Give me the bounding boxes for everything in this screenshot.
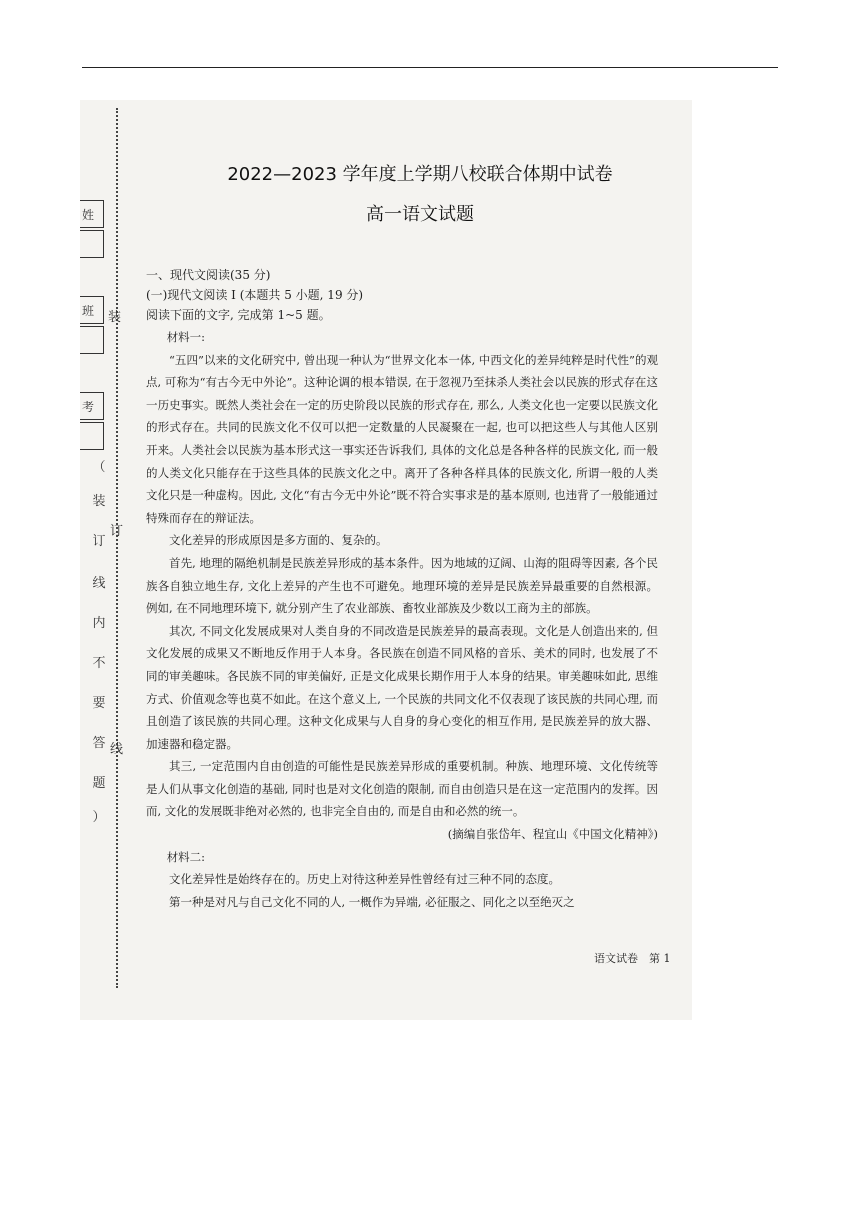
paragraph: “五四”以来的文化研究中, 曾出现一种认为“世界文化本一体, 中西文化的差异纯粹是时代性”的观点, 可称为“有古今无中外论”。这种论调的根本错误, 在于忽视乃至抹杀人类社会以民族的形式存在这一历史事实。既然人类社会在一定的历史阶段以民族的形式存在, 那么, 人类文化也一定要以民族文化的形式存在。共同的民族文化不仅可以把一定数量的人民凝聚在一起, 也可以把这些人与其他人区别开来。人类社会以民族为基本形式这一事实还告诉我们, 具体的文化总是各种各样的民族文化, 而一般的人类文化只能存在于这些具体的民族文化之中。离开了各种各样具体的民族文化, 所谓一般的人类文化只是一种虚构。因此, 文化“有古今无中外论”既不符合实事求是的基本原则, 也违背了一般能通过特殊而存在的辩证法。	[146, 352, 658, 525]
exam-no-box-field	[80, 422, 104, 450]
material-one-source: (摘编自张岱年、程宜山《中国文化精神》)	[447, 827, 658, 842]
binding-char: （	[92, 460, 106, 475]
material-one-label: 材料一:	[166, 330, 206, 344]
material-two-label: 材料二:	[166, 849, 206, 864]
binding-char: 题	[92, 776, 106, 791]
binding-char: 订	[92, 534, 106, 549]
paragraph: 文化差异性是始终存在的。历史上对待这种差异性曾经有过三种不同的态度。	[169, 872, 560, 887]
name-box-field	[80, 230, 104, 258]
class-box-label: 班	[82, 304, 95, 318]
paragraph: 其三, 一定范围内自由创造的可能性是民族差异形成的重要机制。种族、地理环境、文化传统等是人们从事文化创造的基础, 同时也是对文化创造的限制, 而自由创造只是在这一定范围内的发挥。因而, 文化的发展既非绝对必然的, 也非完全自由的, 而是自由和必然的统一。	[146, 759, 658, 819]
paragraph: 文化差异的形成原因是多方面的、复杂的。	[169, 533, 388, 548]
top-rule	[82, 67, 778, 68]
reading-passage	[146, 326, 658, 913]
section-subtitle: (一)现代文阅读 I (本题共 5 小题, 19 分)	[146, 288, 364, 302]
binding-line-char: 线	[110, 742, 124, 757]
page-footer: 语文试卷 第 1	[594, 952, 671, 965]
binding-char: 不	[92, 656, 106, 671]
name-box-label: 姓	[82, 208, 95, 222]
exam-subtitle: 高一语文试题	[366, 204, 474, 225]
paragraph: 其次, 不同文化发展成果对人类自身的不同改造是民族差异的最高表现。文化是人创造出来的, 但文化发展的成果又不断地反作用于人本身。各民族在创造不同风格的音乐、美术的同时, 也发展了不同的审美趣味。各民族不同的审美偏好, 正是文化成果长期作用于人本身的结果。审美趣味如此, 思维方式、价值观念等也莫不如此。在这个意义上, 一个民族的共同文化不仅表现了该民族的共同心理, 而且创造了该民族的共同心理。这种文化成果与人自身的身心变化的相互作用, 是民族差异的放大器、加速器和稳定器。	[146, 623, 658, 751]
class-box	[80, 296, 104, 324]
binding-char: 要	[92, 696, 106, 711]
class-box-field	[80, 326, 104, 354]
binding-char: ）	[92, 810, 106, 825]
binding-char: 线	[92, 576, 106, 591]
exam-no-box	[80, 392, 104, 420]
paragraph: 第一种是对凡与自己文化不同的人, 一概作为异端, 必征服之、同化之以至绝灭之	[169, 894, 575, 909]
part-title: 一、现代文阅读(35 分)	[146, 268, 271, 282]
binding-line-char: 订	[110, 524, 124, 539]
paragraph: 首先, 地理的隔绝机制是民族差异形成的基本条件。因为地域的辽阔、山海的阻碍等因素, 各个民族各自独立地生存, 文化上差异的产生也不可避免。地理环境的差异是民族差异最重要的自然根源。例如, 在不同地理环境下, 就分别产生了农业部族、畜牧业部族及少数以工商为主的部族。	[146, 555, 658, 616]
name-box	[80, 200, 104, 228]
binding-char: 装	[92, 494, 106, 509]
instruction: 阅读下面的文字, 完成第 1~5 题。	[146, 308, 331, 322]
exam-no-box-label: 考	[82, 400, 95, 414]
binding-dotted-line	[116, 108, 118, 988]
binding-line-char: 装	[108, 310, 122, 325]
binding-char: 内	[92, 616, 106, 631]
binding-char: 答	[92, 736, 106, 751]
exam-title: 2022—2023 学年度上学期八校联合体期中试卷	[227, 164, 613, 185]
